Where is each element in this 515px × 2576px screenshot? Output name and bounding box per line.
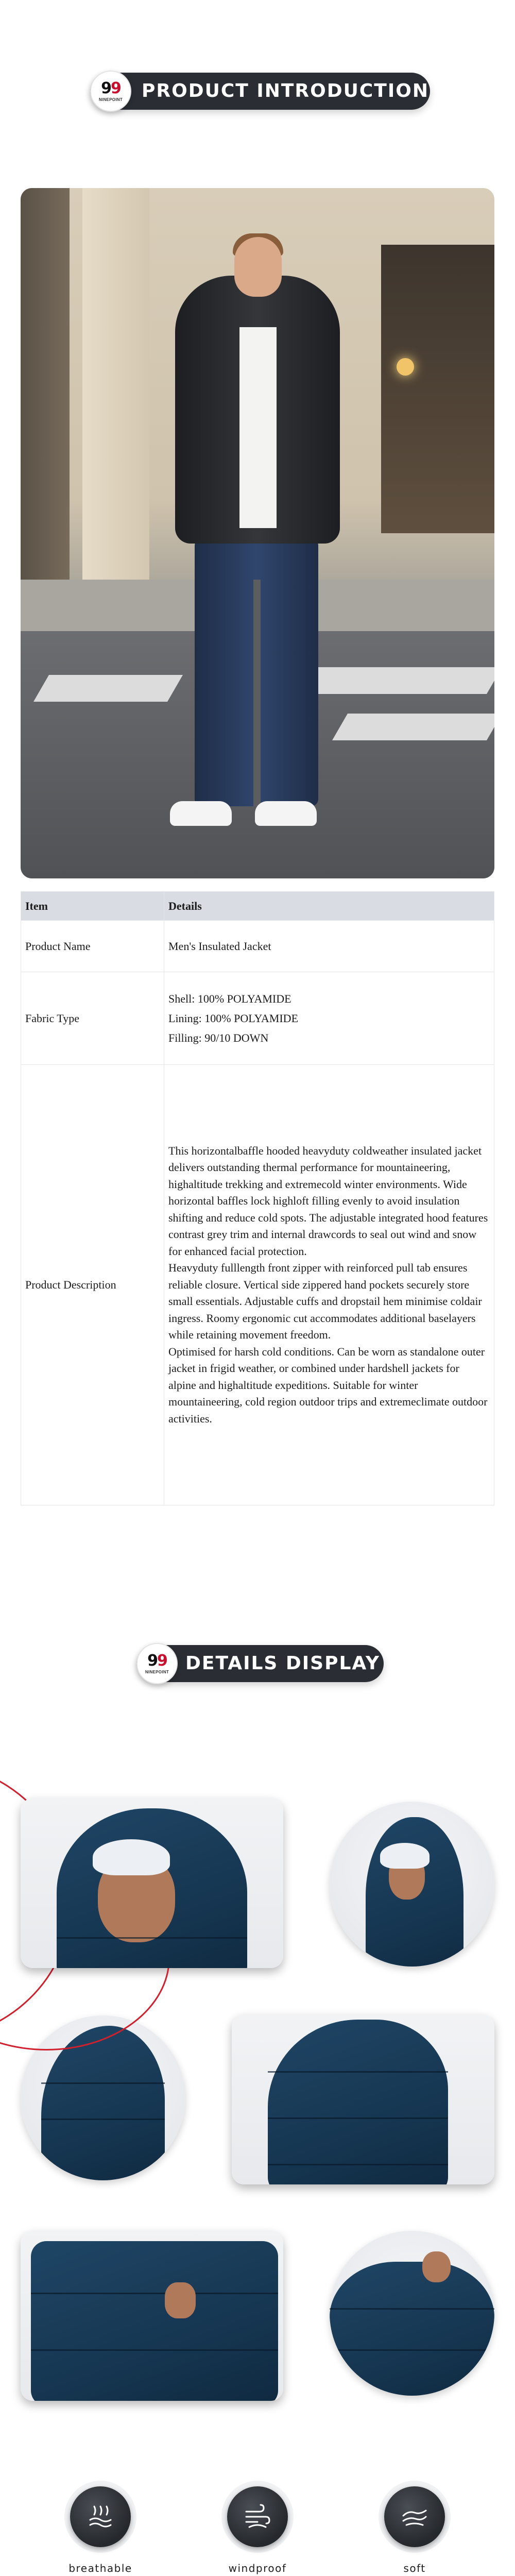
table-row: [21, 921, 494, 972]
fabric-lining: Lining: 100% POLYAMIDE: [168, 1011, 299, 1025]
header-details: Details: [164, 892, 494, 921]
spec-table: [21, 891, 494, 1505]
table-row: [21, 1065, 494, 1505]
section-title: DETAILS DISPLAY: [185, 1653, 380, 1674]
feature-label: soft: [403, 2562, 426, 2574]
description-label: Product Description: [21, 1065, 164, 1505]
detail-photo-pocket: [21, 2231, 283, 2401]
feature-label: windproof: [228, 2562, 287, 2574]
section-title: PRODUCT INTRODUCTION: [142, 80, 429, 101]
brand-logo-text: NINEPOINT: [145, 1669, 169, 1674]
soft-icon: [384, 2486, 445, 2547]
table-row: [21, 972, 494, 1065]
fabric-value: [164, 972, 494, 1065]
detail-circle-hood: [330, 1802, 494, 1967]
table-header-row: [21, 892, 494, 921]
intro-section-header: [90, 71, 430, 112]
fabric-shell: Shell: 100% POLYAMIDE: [168, 992, 291, 1005]
brand-logo: 99 NINEPOINT: [136, 1643, 178, 1684]
brand-logo: 99 NINEPOINT: [90, 71, 131, 112]
description-paragraph: Heavyduty fulllength front zipper with reinforced pull tab ensures reliable closure. Vertical side zippered hand pockets securely store small essentials. Adjustable cuffs and dropstail hem minimise coldair ingress. Roomy ergonomic cut accommodates additional baselayers while retaining movement freedom.: [168, 1261, 482, 1342]
product-name-label: Product Name: [21, 921, 164, 972]
detail-circle-pocket: [330, 2231, 494, 2396]
fabric-label: Fabric Type: [21, 972, 164, 1065]
description-paragraph: Optimised for harsh cold conditions. Can be worn as standalone outer jacket in frigid weather, or combined under hardshell jackets for alpine and highaltitude expeditions. Suitable for winter mountaineering, cold region outdoor trips and extremeclimate outdoor activities.: [168, 1345, 488, 1425]
product-name-value: Men's Insulated Jacket: [164, 921, 494, 972]
model-photo: [21, 188, 494, 878]
feature-label: breathable: [68, 2562, 132, 2574]
description-paragraph: This horizontalbaffle hooded heavyduty coldweather insulated jacket delivers outstanding thermal performance for mountaineering, highaltitude trekking and extremecold winter environments. Wide horizontal baffles lock highloft filling evenly to avoid insulation shifting and reduce cold spots. The adjustable integrated hood features contrast grey trim and internal drawcords to seal out wind and snow for enhanced facial protection.: [168, 1144, 488, 1258]
header-item: Item: [21, 892, 164, 921]
feature-soft: [363, 2481, 466, 2574]
breathable-icon: [70, 2486, 131, 2547]
detail-photo-hood-front: [21, 1798, 283, 1968]
windproof-icon: [227, 2486, 288, 2547]
details-section-header: [136, 1643, 384, 1684]
description-value: [164, 1065, 494, 1505]
feature-windproof: [206, 2481, 309, 2574]
brand-logo-text: NINEPOINT: [98, 97, 123, 102]
detail-photo-hood-side: [232, 2014, 494, 2184]
feature-breathable: [49, 2481, 152, 2574]
fabric-filling: Filling: 90/10 DOWN: [168, 1031, 269, 1044]
